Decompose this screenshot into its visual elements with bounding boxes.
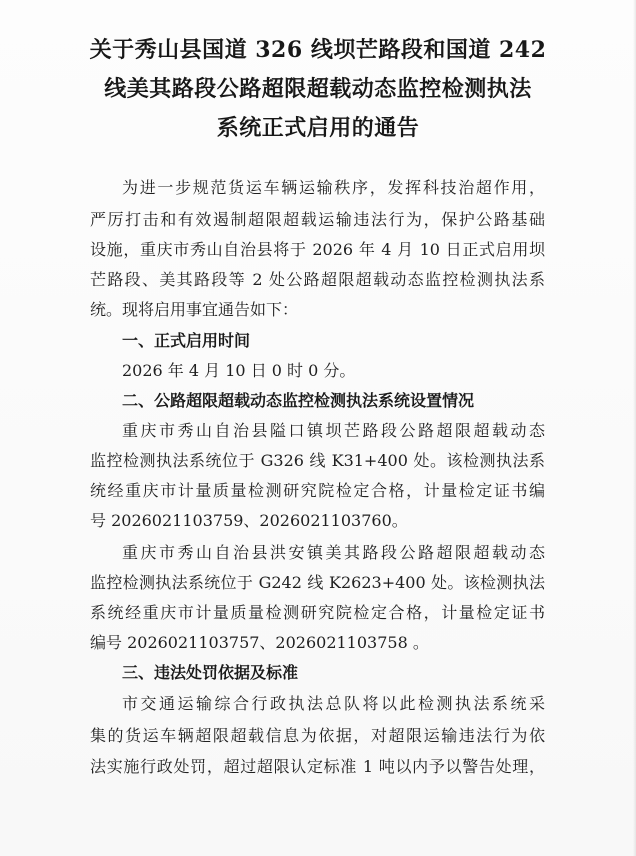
section-2-para-2-line-4: 编号 2026021103757、2026021103758 。 xyxy=(90,633,429,652)
intro-line-5: 统。现将启用事宜通告如下： xyxy=(90,300,299,319)
section-3-line-1: 市交通运输综合行政执法总队将以此检测执法系统采 xyxy=(122,694,545,713)
intro-line-3: 设施，重庆市秀山自治县将于 2026 年 4 月 10 日正式启用坝 xyxy=(90,240,545,259)
section-2-para-2-line-3: 系统经重庆市计量质量检测研究院检定合格，计量检定证书 xyxy=(90,603,545,622)
intro-line-1: 为进一步规范货运车辆运输秩序，发挥科技治超作用， xyxy=(122,178,545,197)
section-2-para-1-line-1: 重庆市秀山自治县隘口镇坝芒路段公路超限超载动态 xyxy=(122,421,545,440)
notice-title-line-1: 关于秀山县国道 326 线坝芒路段和国道 242 xyxy=(89,37,547,63)
section-2-para-2-line-2: 监控检测执法系统位于 G242 线 K2623+400 处。该检测执法 xyxy=(90,573,545,592)
section-1-line-1: 2026 年 4 月 10 日 0 时 0 分。 xyxy=(122,361,356,380)
section-3-line-2: 集的货运车辆超限超载信息为依据，对超限运输违法行为依 xyxy=(90,726,545,745)
section-2-para-1-line-4: 号 2026021103759、2026021103760。 xyxy=(90,511,408,530)
section-2-para-1-line-3: 统经重庆市计量质量检测研究院检定合格，计量检定证书编 xyxy=(90,481,545,500)
intro-line-4: 芒路段、美其路段等 2 处公路超限超载动态监控检测执法系 xyxy=(90,270,545,289)
section-2-para-1-line-2: 监控检测执法系统位于 G326 线 K31+400 处。该检测执法系 xyxy=(90,451,545,470)
section-1-heading: 一、正式启用时间 xyxy=(122,331,251,350)
notice-title-line-2: 线美其路段公路超限超载动态监控检测执法 xyxy=(104,76,532,102)
notice-title-line-3: 系统正式启用的通告 xyxy=(216,115,420,141)
section-3-line-3: 法实施行政处罚，超过超限认定标准 1 吨以内予以警告处理， xyxy=(90,757,545,776)
section-2-para-2-line-1: 重庆市秀山自治县洪安镇美其路段公路超限超载动态 xyxy=(122,543,545,562)
section-3-heading: 三、违法处罚依据及标准 xyxy=(122,663,299,682)
intro-line-2: 严厉打击和有效遏制超限超载运输违法行为，保护公路基础 xyxy=(90,210,545,229)
section-2-heading: 二、公路超限超载动态监控检测执法系统设置情况 xyxy=(122,391,475,410)
